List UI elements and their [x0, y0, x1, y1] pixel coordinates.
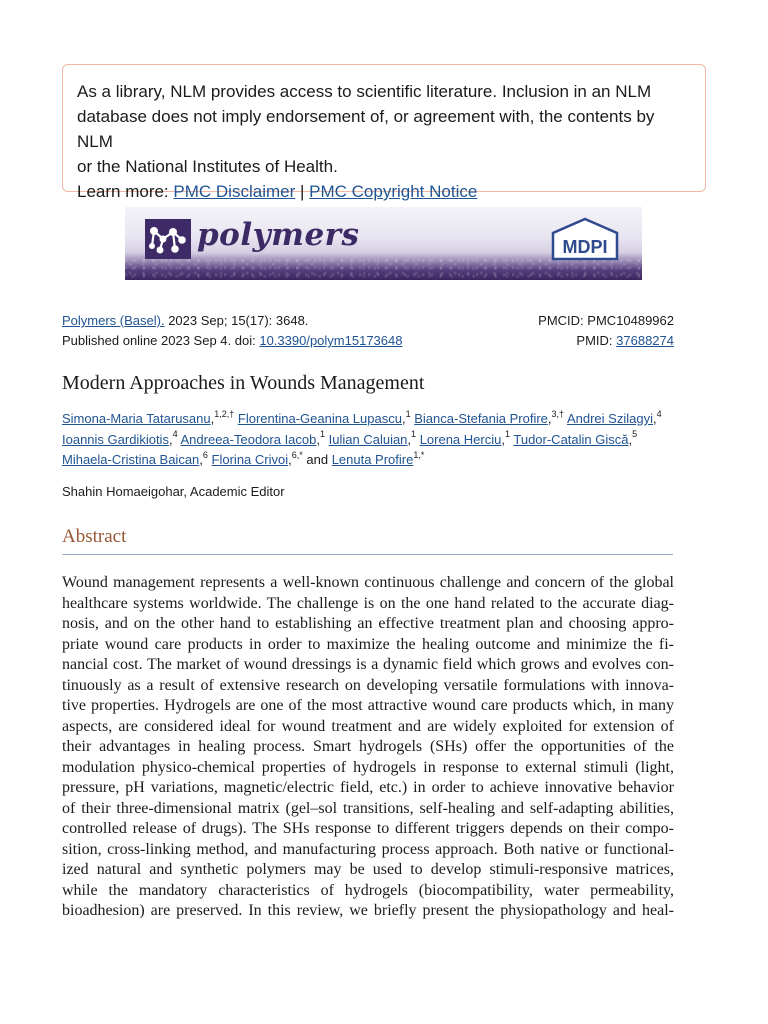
pmid — [576, 331, 674, 351]
abstract-body — [62, 573, 674, 922]
issue-info: 2023 Sep; 15(17): 3648. — [168, 313, 309, 328]
citation-row-2 — [62, 331, 674, 351]
abstract-line: nosis, and on the other hand to establishing an effective treatment plan and choosing appro- — [62, 615, 674, 632]
author-affiliation: 4 — [656, 408, 662, 419]
journal-name: polymers — [197, 217, 360, 253]
abstract-line: priate wound care products in order to maximize the healing outcome and minimize the fi- — [62, 635, 674, 653]
abstract-line: tinuously as a result of extensive research on developing versatile formulations with innova- — [62, 676, 674, 694]
molecule-logo-icon — [145, 219, 191, 259]
disclaimer-box — [62, 64, 706, 201]
pmcid: PMCID: PMC10489962 — [538, 313, 674, 328]
author-affiliation: 4 — [172, 429, 178, 440]
citation-block — [62, 311, 674, 351]
abstract-line: while the mandatory characteristics of hydrogels (biocompatibility, water permeability, — [62, 881, 674, 899]
author-affiliation: 6,* — [291, 449, 303, 460]
published-info — [62, 331, 402, 351]
author-link[interactable]: Lenuta Profire — [331, 452, 414, 467]
abstract-line: Wound management represents a well-known continuous challenge and concern of the global — [62, 574, 674, 591]
disclaimer-text-line: As a library, NLM provides access to scientific literature. Inclusion in an NLM — [77, 82, 652, 101]
author-link[interactable]: Florina Crivoi — [211, 452, 289, 467]
abstract-line: tive properties. Hydrogels are one of the most attractive wound care products which, in many — [62, 697, 674, 714]
learn-more-label: Learn more: — [77, 182, 169, 201]
author-link[interactable]: Simona-Maria Tatarusanu — [62, 411, 211, 426]
abstract-line: their advantages in healing process. Smart hydrogels (SHs) offer the opportunities of the — [62, 738, 674, 755]
author-link[interactable]: Mihaela-Cristina Baican — [62, 452, 200, 467]
pmc-disclaimer-link[interactable]: PMC Disclaimer — [173, 182, 296, 201]
author-link[interactable]: Tudor-Catalin Giscă — [513, 431, 629, 447]
abstract-line: ized natural and synthetic polymers may be used to develop stimuli-responsive matrices, — [62, 861, 674, 878]
author-list — [62, 409, 682, 471]
abstract-line: of their three-dimensional matrix (gel–sol transitions, self-healing and self-adapting abilities, — [62, 799, 674, 817]
pmc-copyright-link[interactable]: PMC Copyright Notice — [309, 182, 478, 201]
citation-row-1 — [62, 311, 674, 331]
author-affiliation: 5 — [632, 429, 638, 440]
doi-link[interactable]: 10.3390/polym15173648 — [259, 333, 403, 348]
published-label: Published online 2023 Sep 4. doi: — [62, 333, 256, 348]
journal-issue — [62, 311, 308, 331]
academic-editor: Shahin Homaeigohar, Academic Editor — [62, 484, 285, 499]
journal-banner[interactable] — [125, 207, 642, 280]
author-affiliation: 6 — [202, 449, 208, 460]
author-affiliation: 1 — [320, 429, 326, 440]
author-link[interactable]: Lorena Herciu — [419, 431, 502, 447]
abstract-line: aspects, are considered ideal for wound treatment and are widely exploited for extension of — [62, 717, 674, 735]
link-separator: | — [299, 182, 305, 201]
author-link[interactable]: Florentina-Geanina Lupascu — [237, 411, 402, 426]
article-title: Modern Approaches in Wounds Management — [62, 372, 425, 394]
author-link[interactable]: Andrei Szilagyi — [566, 411, 653, 426]
author-line: Ioannis Gardikiotis,$^4$ Andreea-Teodora Iacob,$^1$ Iulian Caluian,$^1$ Lorena Herciu,$^1$ Tudor-Catalin Giscă,$^5$ — [62, 429, 638, 447]
disclaimer-text-line: or the National Institutes of Health. — [77, 157, 338, 176]
author-line: Mihaela-Cristina Baican,$^6$ Florina Crivoi,$^{6,*}$ and Lenuta Profire$^{1,*}$ — [62, 449, 425, 467]
author-line: Simona-Maria Tatarusanu,$^{1,2,\dagger}$ Florentina-Geanina Lupascu,$^1$ Bianca-Stefania Profire,$^{3,\dagger}$ Andrei Szilagyi,$^4$ — [62, 408, 662, 426]
abstract-line: controlled release of drugs). The SHs response to different triggers depends on their compo- — [62, 820, 674, 837]
author-link[interactable]: Ioannis Gardikiotis — [62, 431, 169, 447]
learn-more-row — [77, 179, 691, 204]
author-link[interactable]: Andreea-Teodora Iacob — [180, 431, 317, 447]
disclaimer-text-line: database does not imply endorsement of, or agreement with, the contents by NLM — [77, 107, 655, 151]
abstract-line: bioadhesion) are preserved. In this review, we briefly present the physiopathology and heal- — [62, 902, 674, 919]
pmid-label: PMID: — [576, 333, 613, 348]
author-affiliation: 1 — [405, 408, 411, 419]
abstract-heading: Abstract — [62, 526, 673, 555]
author-affiliation: 1 — [411, 429, 417, 440]
author-affiliation: 1,2,† — [214, 408, 235, 419]
author-link[interactable]: Bianca-Stefania Profire — [414, 411, 548, 426]
author-affiliation: 3,† — [551, 408, 565, 419]
pmid-link[interactable]: 37688274 — [616, 333, 674, 348]
journal-link[interactable]: Polymers (Basel). — [62, 313, 165, 328]
abstract-line: healthcare systems worldwide. The challenge is on the one hand related to the accurate diag- — [62, 594, 674, 612]
abstract-line: modulation physico-chemical properties of hydrogels in response to external stimuli (light, — [62, 758, 674, 776]
mdpi-logo — [549, 217, 621, 263]
abstract-line: pressure, pH variations, magnetic/electric field, etc.) in order to achieve innovative behavior — [62, 779, 674, 796]
author-link[interactable]: Iulian Caluian — [328, 431, 408, 447]
author-affiliation: 1 — [504, 429, 510, 440]
abstract-line: sition, cross-linking method, and manufacturing process approach. Both native or functional- — [62, 840, 674, 858]
abstract-line: nancial cost. The market of wound dressings is a dynamic field which grows and evolves con- — [62, 656, 674, 673]
author-affiliation: 1,* — [413, 449, 425, 460]
svg-text:MDPI: MDPI — [562, 237, 608, 257]
